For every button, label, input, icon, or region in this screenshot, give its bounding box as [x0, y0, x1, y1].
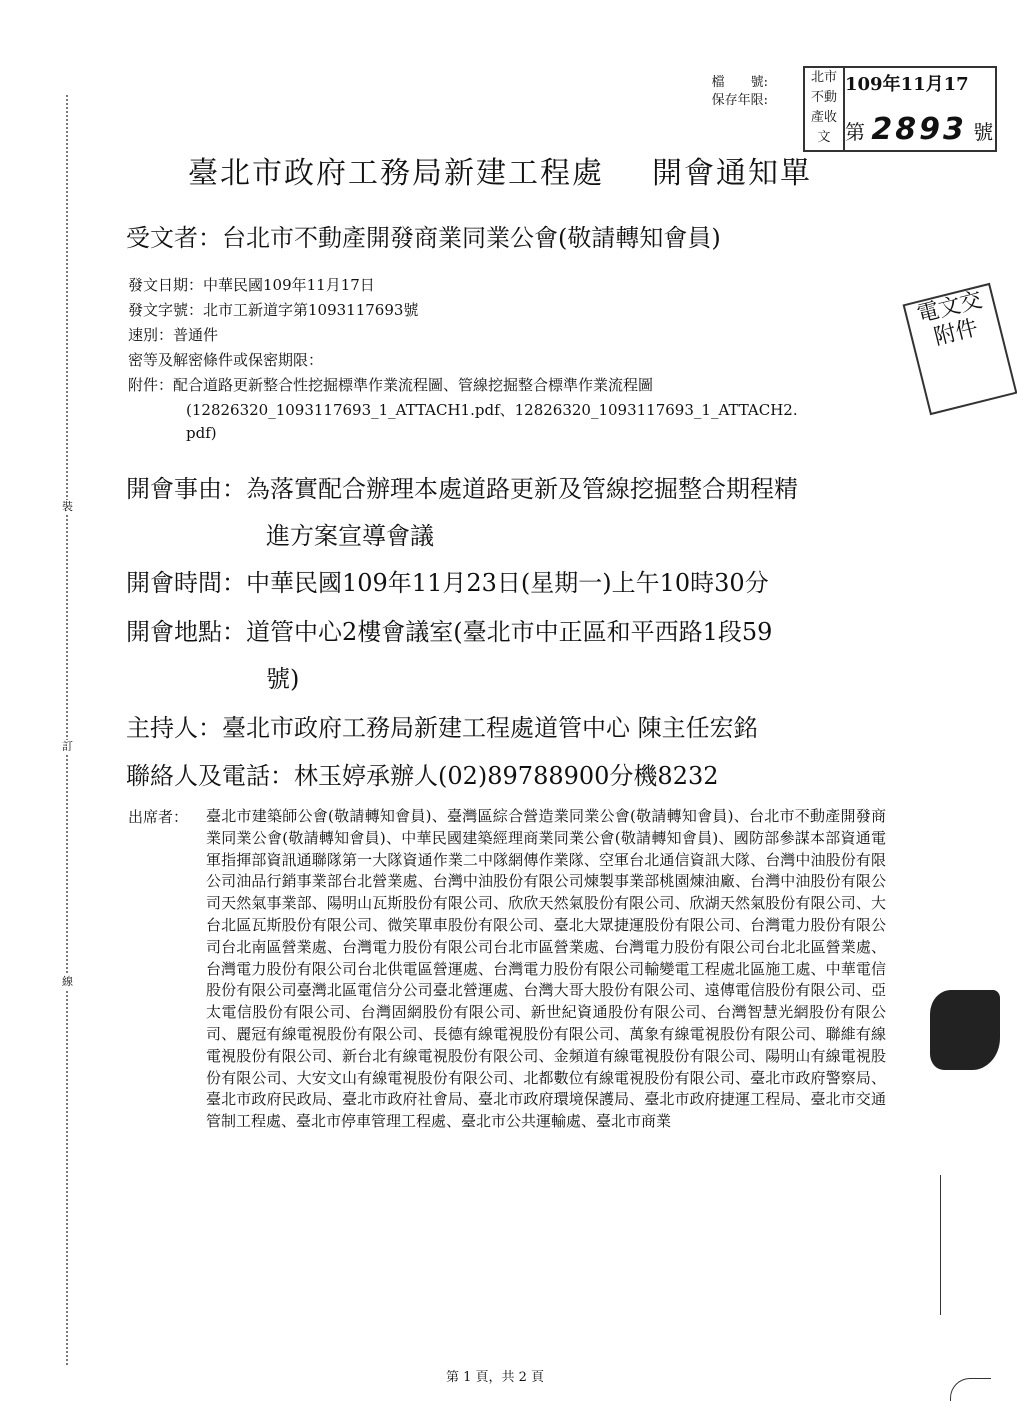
speed: 速別：普通件	[128, 326, 219, 344]
attendees-label: 出席者：	[128, 808, 189, 826]
stamp-org-text: 北市不動產收文	[810, 70, 837, 145]
page-footer: 第 1 頁，共 2 頁	[445, 1370, 545, 1385]
meeting-place-line-1: 開會地點：道管中心2樓會議室(臺北市中正區和平西路1段59	[126, 618, 773, 646]
meeting-host: 主持人：臺北市政府工務局新建工程處道管中心 陳主任宏銘	[126, 714, 758, 742]
title-org: 臺北市政府工務局新建工程處	[188, 156, 604, 191]
retention-label: 保存年限:	[711, 93, 768, 108]
doc-number: 發文字號：北市工新道字第1093117693號	[128, 301, 419, 319]
page-title	[188, 148, 812, 192]
margin-mark-line: 線	[62, 975, 73, 988]
margin-mark-staple: 訂	[62, 740, 73, 753]
stamp-number-row	[845, 112, 993, 147]
secrecy: 密等及解密條件或保密期限：	[128, 351, 324, 369]
side-seal	[903, 283, 1017, 415]
margin-mark-bind: 裝	[62, 500, 73, 513]
title-doc-type: 開會通知單	[652, 156, 812, 191]
stamp-number-suffix: 號	[973, 120, 994, 144]
scan-edge-line	[940, 1175, 941, 1315]
binding-margin-line	[66, 95, 68, 1365]
attachment-line-2: (12826320_1093117693_1_ATTACH1.pdf、12826320_1093117693_1_ATTACH2.	[186, 401, 798, 419]
attachment-line-1: 附件：配合道路更新整合性挖掘標準作業流程圖、管線挖掘整合標準作業流程圖	[128, 376, 654, 394]
meeting-reason-line-1: 開會事由：為落實配合辦理本處道路更新及管線挖掘整合期程精	[126, 475, 798, 503]
stamp-handwritten-number: 2893	[871, 112, 967, 147]
file-info	[693, 74, 768, 110]
meeting-place-line-2: 號)	[266, 665, 300, 693]
side-seal-text: 電文交附件	[914, 287, 985, 351]
receipt-stamp	[803, 66, 997, 152]
file-number-label: 檔 號:	[711, 75, 768, 90]
meeting-time: 開會時間：中華民國109年11月23日(星期一)上午10時30分	[126, 569, 769, 597]
scan-blot	[930, 990, 1000, 1070]
recipient: 受文者：台北市不動產開發商業同業公會(敬請轉知會員)	[126, 224, 721, 252]
attachment-line-3: pdf)	[186, 424, 217, 442]
meeting-reason-line-2: 進方案宣導會議	[266, 522, 434, 550]
issue-date: 發文日期：中華民國109年11月17日	[128, 276, 375, 294]
attendees-list: 臺北市建築師公會(敬請轉知會員)、臺灣區綜合營造業同業公會(敬請轉知會員)、台北市不動產開發商業同業公會(敬請轉知會員)、中華民國建築經理商業同業公會(敬請轉知會員)、國防部參謀本部資通電軍指揮部資訊通聯隊第一大隊資通作業二中隊網傳作業隊、空軍台北通信資訊大隊、台灣中油股份有限公司油品行銷事業部台北營業處、台灣中油股份有限公司煉製事業部桃園煉油廠、台灣中油股份有限公司天然氣事業部、陽明山瓦斯股份有限公司、欣欣天然氣股份有限公司、欣湖天然氣股份有限公司、大台北區瓦斯股份有限公司、微笑單車股份有限公司、臺北大眾捷運股份有限公司、台灣電力股份有限公司台北南區營業處、台灣電力股份有限公司台北市區營業處、台灣電力股份有限公司台北北區營業處、台灣電力股份有限公司台北供電區營運處、台灣電力股份有限公司輸變電工程處北區施工處、中華電信股份有限公司臺灣北區電信分公司臺北營運處、台灣大哥大股份有限公司、遠傳電信股份有限公司、亞太電信股份有限公司、台灣固網股份有限公司、新世紀資通股份有限公司、台灣智慧光網股份有限公司、麗冠有線電視股份有限公司、長德有線電視股份有限公司、萬象有線電視股份有限公司、聯維有線電視股份有限公司、新台北有線電視股份有限公司、金頻道有線電視股份有限公司、陽明山有線電視股份有限公司、大安文山有線電視股份有限公司、北都數位有線電視股份有限公司、臺北市政府警察局、臺北市政府民政局、臺北市政府社會局、臺北市政府環境保護局、臺北市政府捷運工程局、臺北市交通管制工程處、臺北市停車管理工程處、臺北市公共運輸處、臺北市商業	[206, 807, 886, 1131]
stamp-date: 109年11月17	[845, 74, 969, 95]
stamp-number-prefix: 第	[845, 120, 865, 144]
stamp-org	[805, 68, 845, 150]
meeting-contact: 聯絡人及電話：林玉婷承辦人(02)89788900分機8232	[126, 762, 719, 790]
